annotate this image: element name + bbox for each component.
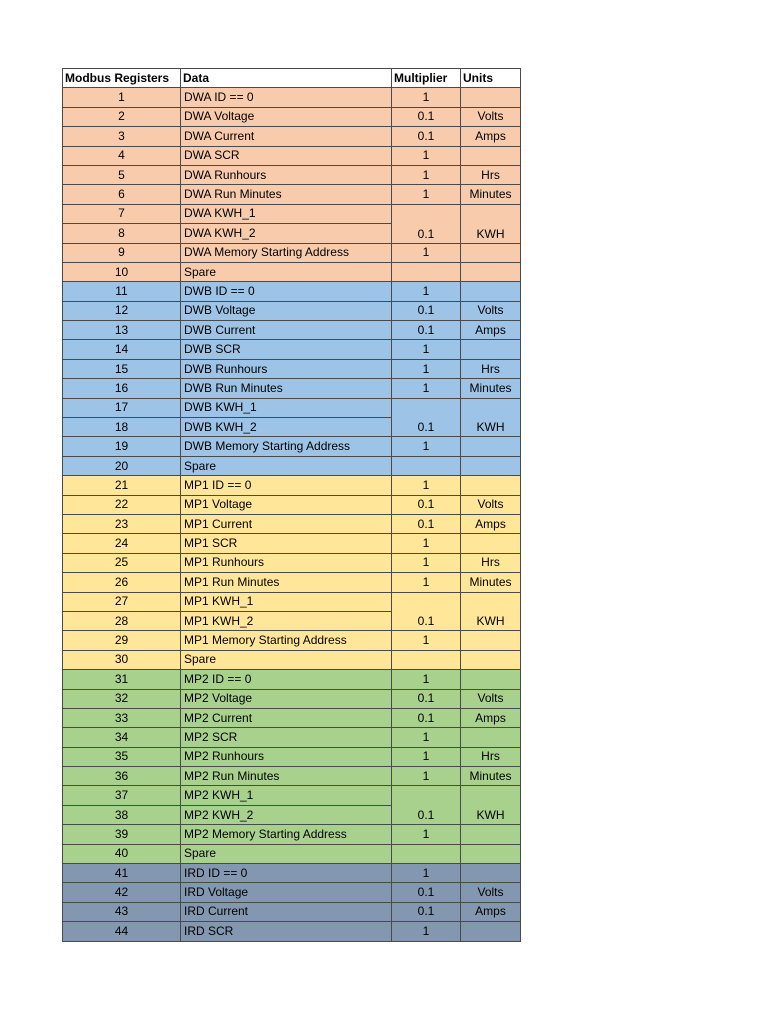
table-row (63, 127, 521, 146)
multiplier-cell[interactable]: 0.1 (392, 786, 461, 825)
register-cell[interactable]: 9 (63, 243, 181, 262)
table-row (63, 165, 521, 184)
register-cell[interactable]: 37 (63, 786, 181, 805)
data-cell[interactable]: Spare (181, 262, 392, 281)
data-cell[interactable]: DWB Current (181, 321, 392, 340)
register-cell[interactable]: 3 (63, 127, 181, 146)
units-cell[interactable]: KWH (461, 204, 521, 243)
register-cell[interactable]: 17 (63, 398, 181, 417)
units-cell[interactable]: Amps (461, 514, 521, 533)
data-cell[interactable]: DWA Voltage (181, 107, 392, 126)
data-cell[interactable]: Spare (181, 844, 392, 863)
units-cell[interactable] (461, 728, 521, 747)
units-cell[interactable] (461, 534, 521, 553)
table-row (63, 88, 521, 107)
register-cell[interactable]: 10 (63, 262, 181, 281)
table-row (63, 107, 521, 126)
units-cell[interactable] (461, 340, 521, 359)
table-row (63, 282, 521, 301)
units-cell[interactable]: Volts (461, 689, 521, 708)
table-row (63, 437, 521, 456)
units-cell[interactable] (461, 631, 521, 650)
register-cell[interactable]: 6 (63, 185, 181, 204)
table-row (63, 689, 521, 708)
register-cell[interactable]: 4 (63, 146, 181, 165)
register-cell[interactable]: 31 (63, 670, 181, 689)
table-row (63, 476, 521, 495)
data-cell[interactable]: MP1 ID == 0 (181, 476, 392, 495)
data-cell[interactable]: DWB Runhours (181, 359, 392, 378)
data-cell[interactable]: MP2 Runhours (181, 747, 392, 766)
register-cell[interactable]: 34 (63, 728, 181, 747)
units-cell[interactable]: KWH (461, 592, 521, 631)
register-cell[interactable]: 43 (63, 902, 181, 921)
multiplier-cell[interactable]: 0.1 (392, 708, 461, 727)
units-cell[interactable]: Amps (461, 127, 521, 146)
table-row (63, 747, 521, 766)
register-cell[interactable]: 33 (63, 708, 181, 727)
units-cell[interactable]: Volts (461, 301, 521, 320)
data-cell[interactable]: MP2 SCR (181, 728, 392, 747)
data-cell[interactable]: MP1 Runhours (181, 553, 392, 572)
units-cell[interactable]: KWH (461, 398, 521, 437)
table-row (63, 922, 521, 941)
multiplier-cell[interactable]: 1 (392, 825, 461, 844)
multiplier-cell[interactable]: 0.1 (392, 301, 461, 320)
data-cell[interactable]: DWA SCR (181, 146, 392, 165)
multiplier-cell[interactable]: 0.1 (392, 495, 461, 514)
register-cell[interactable]: 39 (63, 825, 181, 844)
units-cell[interactable] (461, 282, 521, 301)
multiplier-cell[interactable] (392, 262, 461, 281)
table-row (63, 650, 521, 669)
multiplier-cell[interactable]: 1 (392, 379, 461, 398)
data-cell[interactable]: MP2 ID == 0 (181, 670, 392, 689)
table-row (63, 883, 521, 902)
multiplier-cell[interactable]: 1 (392, 146, 461, 165)
header-multiplier[interactable]: Multiplier (392, 69, 461, 88)
data-cell[interactable]: DWB KWH_1 (181, 398, 392, 417)
units-cell[interactable]: Minutes (461, 573, 521, 592)
data-cell[interactable]: MP2 KWH_2 (181, 805, 392, 824)
data-cell[interactable]: IRD ID == 0 (181, 864, 392, 883)
units-cell[interactable]: Minutes (461, 767, 521, 786)
multiplier-cell[interactable]: 0.1 (392, 592, 461, 631)
register-cell[interactable]: 21 (63, 476, 181, 495)
units-cell[interactable]: Hrs (461, 359, 521, 378)
table-row (63, 844, 521, 863)
register-cell[interactable]: 13 (63, 321, 181, 340)
units-cell[interactable]: Amps (461, 902, 521, 921)
units-cell[interactable]: Minutes (461, 185, 521, 204)
units-cell[interactable]: Hrs (461, 553, 521, 572)
table-row (63, 321, 521, 340)
register-cell[interactable]: 35 (63, 747, 181, 766)
table-row (63, 495, 521, 514)
register-cell[interactable]: 24 (63, 534, 181, 553)
units-cell[interactable] (461, 825, 521, 844)
table-row (63, 185, 521, 204)
data-cell[interactable]: IRD Current (181, 902, 392, 921)
header-data[interactable]: Data (181, 69, 392, 88)
data-cell[interactable]: MP1 Voltage (181, 495, 392, 514)
table-row (63, 902, 521, 921)
header-row (63, 69, 521, 88)
multiplier-cell[interactable]: 1 (392, 728, 461, 747)
table-row (63, 553, 521, 572)
register-cell[interactable]: 5 (63, 165, 181, 184)
register-cell[interactable]: 40 (63, 844, 181, 863)
table-body (63, 88, 521, 941)
units-cell[interactable] (461, 146, 521, 165)
multiplier-cell[interactable]: 1 (392, 922, 461, 941)
data-cell[interactable]: MP2 Run Minutes (181, 767, 392, 786)
units-cell[interactable]: Amps (461, 321, 521, 340)
data-cell[interactable]: MP2 Current (181, 708, 392, 727)
multiplier-cell[interactable]: 1 (392, 534, 461, 553)
register-cell[interactable]: 32 (63, 689, 181, 708)
register-cell[interactable]: 2 (63, 107, 181, 126)
table-row (63, 728, 521, 747)
data-cell[interactable]: MP1 KWH_2 (181, 611, 392, 630)
data-cell[interactable]: MP2 KWH_1 (181, 786, 392, 805)
data-cell[interactable]: MP2 Voltage (181, 689, 392, 708)
table-row (63, 592, 521, 611)
multiplier-cell[interactable]: 1 (392, 631, 461, 650)
table-row (63, 825, 521, 844)
register-cell[interactable]: 44 (63, 922, 181, 941)
data-cell[interactable]: MP1 Run Minutes (181, 573, 392, 592)
register-cell[interactable]: 29 (63, 631, 181, 650)
units-cell[interactable] (461, 844, 521, 863)
register-cell[interactable]: 12 (63, 301, 181, 320)
data-cell[interactable]: DWB KWH_2 (181, 418, 392, 437)
table-row (63, 514, 521, 533)
table-row (63, 767, 521, 786)
data-cell[interactable]: DWB Voltage (181, 301, 392, 320)
multiplier-cell[interactable]: 1 (392, 476, 461, 495)
data-cell[interactable]: DWA KWH_2 (181, 224, 392, 243)
register-cell[interactable]: 25 (63, 553, 181, 572)
data-cell[interactable]: Spare (181, 650, 392, 669)
data-cell[interactable]: MP1 SCR (181, 534, 392, 553)
multiplier-cell[interactable]: 1 (392, 165, 461, 184)
multiplier-cell[interactable]: 0.1 (392, 321, 461, 340)
table-row (63, 670, 521, 689)
data-cell[interactable]: MP1 KWH_1 (181, 592, 392, 611)
data-cell[interactable]: DWA Runhours (181, 165, 392, 184)
units-cell[interactable]: Volts (461, 495, 521, 514)
data-cell[interactable]: DWB SCR (181, 340, 392, 359)
table-row (63, 708, 521, 727)
data-cell[interactable]: DWB Memory Starting Address (181, 437, 392, 456)
multiplier-cell[interactable]: 1 (392, 88, 461, 107)
register-cell[interactable]: 27 (63, 592, 181, 611)
data-cell[interactable]: Spare (181, 456, 392, 475)
multiplier-cell[interactable]: 0.1 (392, 883, 461, 902)
register-cell[interactable]: 8 (63, 224, 181, 243)
register-cell[interactable]: 15 (63, 359, 181, 378)
modbus-register-table (62, 68, 521, 942)
multiplier-cell[interactable]: 1 (392, 437, 461, 456)
data-cell[interactable]: MP1 Memory Starting Address (181, 631, 392, 650)
data-cell[interactable]: DWB ID == 0 (181, 282, 392, 301)
data-cell[interactable]: DWA Run Minutes (181, 185, 392, 204)
table-row (63, 340, 521, 359)
multiplier-cell[interactable]: 0.1 (392, 902, 461, 921)
multiplier-cell[interactable]: 0.1 (392, 107, 461, 126)
units-cell[interactable]: Amps (461, 708, 521, 727)
units-cell[interactable]: Hrs (461, 747, 521, 766)
table-row (63, 262, 521, 281)
units-cell[interactable] (461, 262, 521, 281)
multiplier-cell[interactable]: 0.1 (392, 514, 461, 533)
multiplier-cell[interactable]: 1 (392, 747, 461, 766)
table-row (63, 204, 521, 223)
multiplier-cell[interactable]: 1 (392, 864, 461, 883)
multiplier-cell[interactable]: 0.1 (392, 398, 461, 437)
multiplier-cell[interactable]: 1 (392, 670, 461, 689)
register-cell[interactable]: 22 (63, 495, 181, 514)
table-row (63, 398, 521, 417)
multiplier-cell[interactable]: 1 (392, 340, 461, 359)
units-cell[interactable] (461, 88, 521, 107)
register-cell[interactable]: 36 (63, 767, 181, 786)
data-cell[interactable]: IRD Voltage (181, 883, 392, 902)
multiplier-cell[interactable]: 0.1 (392, 689, 461, 708)
units-cell[interactable] (461, 670, 521, 689)
register-cell[interactable]: 41 (63, 864, 181, 883)
table-row (63, 534, 521, 553)
register-cell[interactable]: 42 (63, 883, 181, 902)
data-cell[interactable]: DWA Current (181, 127, 392, 146)
units-cell[interactable]: Hrs (461, 165, 521, 184)
header-register[interactable]: Modbus Registers (63, 69, 181, 88)
multiplier-cell[interactable]: 1 (392, 553, 461, 572)
table-row (63, 301, 521, 320)
table-row (63, 359, 521, 378)
register-cell[interactable]: 28 (63, 611, 181, 630)
units-cell[interactable] (461, 243, 521, 262)
units-cell[interactable]: Volts (461, 883, 521, 902)
multiplier-cell[interactable]: 0.1 (392, 127, 461, 146)
register-cell[interactable]: 16 (63, 379, 181, 398)
register-cell[interactable]: 38 (63, 805, 181, 824)
multiplier-cell[interactable]: 0.1 (392, 204, 461, 243)
table-row (63, 243, 521, 262)
table-row (63, 786, 521, 805)
multiplier-cell[interactable] (392, 844, 461, 863)
units-cell[interactable] (461, 476, 521, 495)
units-cell[interactable]: Minutes (461, 379, 521, 398)
register-cell[interactable]: 14 (63, 340, 181, 359)
register-cell[interactable]: 19 (63, 437, 181, 456)
multiplier-cell[interactable]: 1 (392, 573, 461, 592)
table-row (63, 146, 521, 165)
units-cell[interactable] (461, 864, 521, 883)
data-cell[interactable]: IRD SCR (181, 922, 392, 941)
data-cell[interactable]: DWA Memory Starting Address (181, 243, 392, 262)
multiplier-cell[interactable]: 1 (392, 185, 461, 204)
units-cell[interactable] (461, 456, 521, 475)
multiplier-cell[interactable]: 1 (392, 359, 461, 378)
register-cell[interactable]: 1 (63, 88, 181, 107)
register-cell[interactable]: 18 (63, 418, 181, 437)
table-row (63, 379, 521, 398)
register-cell[interactable]: 20 (63, 456, 181, 475)
table-row (63, 631, 521, 650)
units-cell[interactable] (461, 437, 521, 456)
data-cell[interactable]: DWB Run Minutes (181, 379, 392, 398)
register-cell[interactable]: 7 (63, 204, 181, 223)
multiplier-cell[interactable]: 1 (392, 243, 461, 262)
header-units[interactable]: Units (461, 69, 521, 88)
data-cell[interactable]: DWA KWH_1 (181, 204, 392, 223)
data-cell[interactable]: MP2 Memory Starting Address (181, 825, 392, 844)
multiplier-cell[interactable]: 1 (392, 767, 461, 786)
register-cell[interactable]: 26 (63, 573, 181, 592)
multiplier-cell[interactable]: 1 (392, 282, 461, 301)
units-cell[interactable] (461, 650, 521, 669)
table-row (63, 864, 521, 883)
units-cell[interactable]: KWH (461, 786, 521, 825)
register-cell[interactable]: 11 (63, 282, 181, 301)
units-cell[interactable]: Volts (461, 107, 521, 126)
multiplier-cell[interactable] (392, 456, 461, 475)
multiplier-cell[interactable] (392, 650, 461, 669)
data-cell[interactable]: MP1 Current (181, 514, 392, 533)
table-row (63, 456, 521, 475)
register-cell[interactable]: 30 (63, 650, 181, 669)
units-cell[interactable] (461, 922, 521, 941)
data-cell[interactable]: DWA ID == 0 (181, 88, 392, 107)
table-row (63, 573, 521, 592)
register-cell[interactable]: 23 (63, 514, 181, 533)
